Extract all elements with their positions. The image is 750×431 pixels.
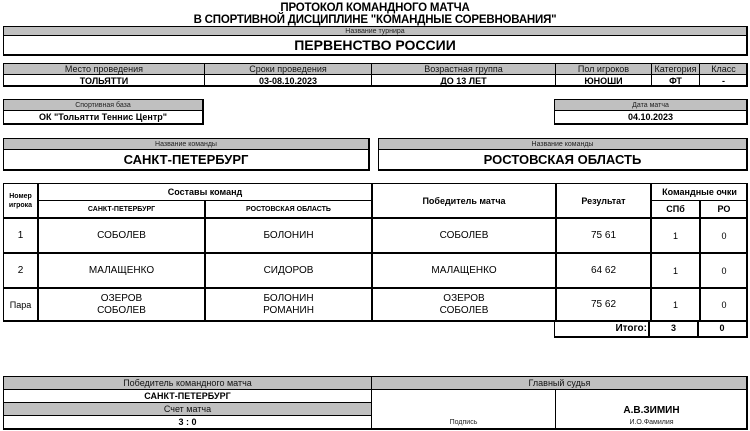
venue-city-value: ТОЛЬЯТТИ	[79, 75, 129, 86]
totals-points-spb: 3	[670, 323, 676, 333]
match-score-value: 3 : 0	[178, 417, 197, 427]
row3-winner2: СОБОЛЕВ	[439, 305, 489, 316]
team-points-header: Командные очки	[662, 187, 737, 197]
name-format-label: И.О.Фамилия	[629, 418, 674, 426]
gender-value: ЮНОШИ	[584, 75, 623, 86]
venue-city-label: Место проведения	[64, 64, 144, 74]
row3-number: Пара	[9, 300, 32, 310]
protocol-title-line1: ПРОТОКОЛ КОМАНДНОГО МАТЧА	[280, 2, 470, 14]
match-date-block	[554, 99, 748, 125]
tournament-block	[3, 26, 748, 56]
sports-base-block	[3, 99, 204, 125]
row3-points-spb: 1	[672, 300, 678, 310]
lineups-header: Составы команд	[167, 187, 243, 197]
row3-points-ro: 0	[721, 300, 727, 310]
class-label: Класс	[711, 64, 736, 74]
points-spb-header: СПб	[666, 204, 685, 214]
result-header: Результат	[581, 195, 626, 206]
totals-row	[554, 320, 748, 338]
player-number-header-line2: игрока	[8, 201, 33, 209]
row2-result: 64 62	[590, 264, 617, 276]
row2-winner: МАЛАЩЕНКО	[431, 264, 497, 276]
row2-number: 2	[17, 264, 24, 276]
match-score-label: Счет матча	[163, 404, 212, 414]
row3-team1-player1: ОЗЕРОВ	[100, 293, 143, 304]
totals-label: Итого:	[615, 322, 647, 334]
team2-label: Название команды	[379, 139, 746, 150]
info-block	[3, 63, 748, 87]
category-label: Категория	[654, 64, 697, 74]
row3-team2-player1: БОЛОНИН	[263, 293, 314, 304]
tournament-label: Название турнира	[4, 27, 746, 36]
row3-team2-player2: РОМАНИН	[263, 305, 314, 316]
sports-base-value: ОК "Тольятти Теннис Центр"	[38, 112, 168, 122]
team-match-winner-label: Победитель командного матча	[123, 378, 252, 388]
team1-lineup-header: САНКТ-ПЕТЕРБУРГ	[87, 205, 156, 213]
points-ro-header: РО	[717, 204, 731, 214]
row2-team1-player: МАЛАЩЕНКО	[88, 264, 155, 276]
team1-name: САНКТ-ПЕТЕРБУРГ	[123, 152, 249, 167]
row3-team2-players	[206, 289, 371, 321]
protocol-title-line2: В СПОРТИВНОЙ ДИСЦИПЛИНЕ "КОМАНДНЫЕ СОРЕВНОВАНИЯ"	[193, 14, 557, 26]
footer-block	[3, 376, 748, 430]
team2-block	[378, 138, 748, 171]
signature-label: Подпись	[449, 418, 478, 426]
row3-winners	[373, 289, 555, 321]
tournament-name: ПЕРВЕНСТВО РОССИИ	[294, 37, 456, 53]
row1-result: 75 61	[590, 229, 617, 241]
team-match-winner-value: САНКТ-ПЕТЕРБУРГ	[144, 391, 231, 401]
row1-points-ro: 0	[721, 230, 727, 241]
match-date-value: 04.10.2023	[627, 112, 674, 122]
chief-judge-label: Главный судья	[528, 378, 591, 388]
row1-points-spb: 1	[672, 230, 678, 241]
class-value: -	[722, 75, 725, 86]
row1-number: 1	[17, 229, 24, 241]
match-winner-header: Победитель матча	[422, 195, 506, 206]
row3-result: 75 62	[590, 299, 617, 310]
chief-judge-name: А.В.ЗИМИН	[623, 404, 680, 416]
team2-name: РОСТОВСКАЯ ОБЛАСТЬ	[483, 152, 642, 167]
age-group-label: Возрастная группа	[424, 64, 503, 74]
dates-value: 03-08.10.2023	[258, 75, 318, 86]
row3-team1-player2: СОБОЛЕВ	[97, 305, 146, 316]
gender-label: Пол игроков	[577, 64, 630, 74]
player-number-header-line1: Номер	[9, 192, 32, 200]
row2-points-spb: 1	[672, 265, 678, 276]
totals-points-ro: 0	[719, 323, 725, 333]
row1-team1-player: СОБОЛЕВ	[97, 229, 146, 241]
row2-team2-player: СИДОРОВ	[263, 264, 314, 276]
row1-team2-player: БОЛОНИН	[263, 229, 314, 241]
sports-base-label: Спортивная база	[4, 100, 202, 111]
match-date-label: Дата матча	[555, 100, 746, 111]
team1-block	[3, 138, 370, 171]
team1-label: Название команды	[4, 139, 368, 150]
row3-winner1: ОЗЕРОВ	[443, 293, 485, 304]
team2-lineup-header: РОСТОВСКАЯ ОБЛАСТЬ	[246, 205, 331, 213]
player-number-header	[4, 184, 37, 217]
row2-points-ro: 0	[721, 265, 727, 276]
category-value: ФТ	[669, 75, 682, 86]
dates-label: Сроки проведения	[249, 64, 327, 74]
matches-table	[3, 183, 748, 322]
age-group-value: ДО 13 ЛЕТ	[440, 75, 487, 86]
row3-team1-players	[39, 289, 204, 321]
row1-winner: СОБОЛЕВ	[439, 229, 489, 241]
